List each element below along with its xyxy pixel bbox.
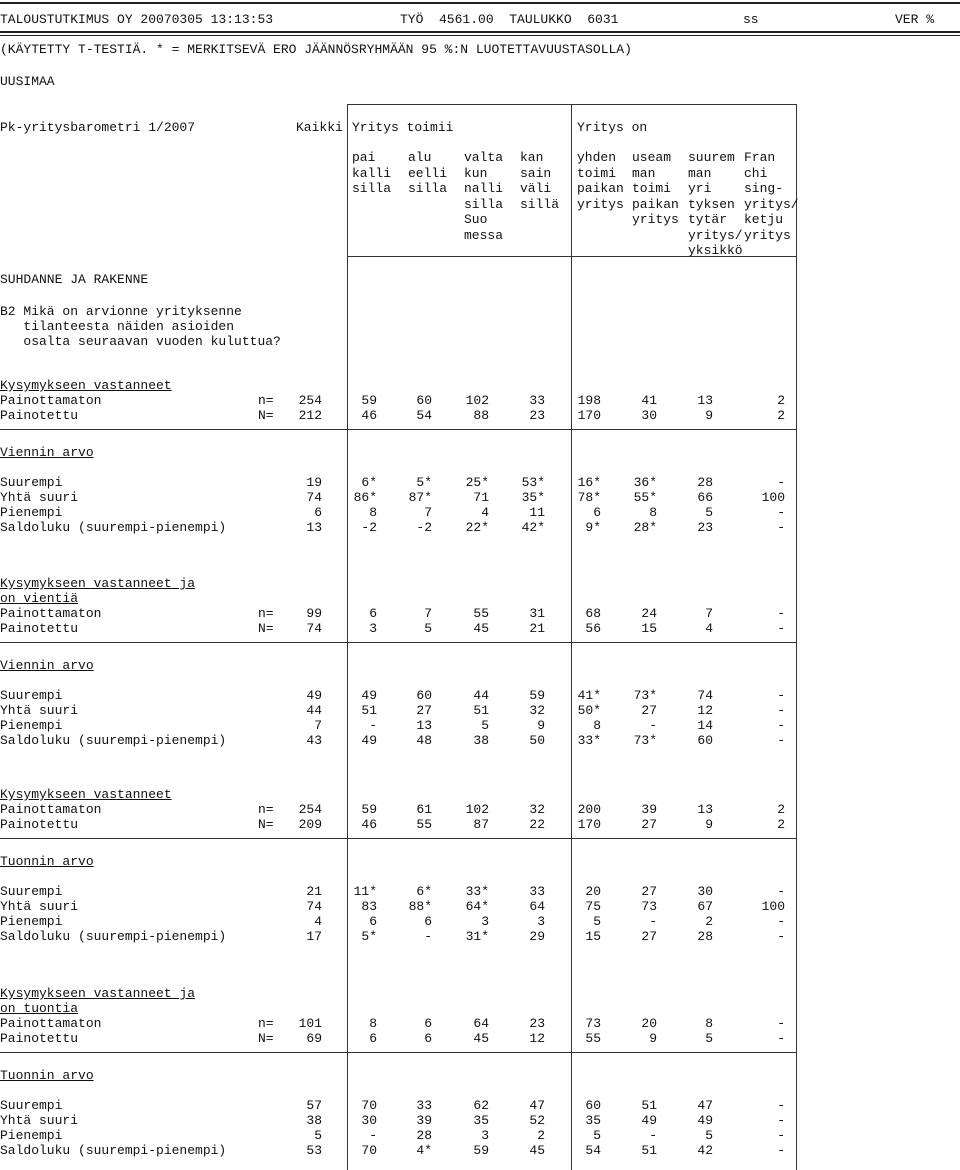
table-cell: 5 bbox=[705, 1128, 713, 1143]
table-cell: 60 bbox=[416, 688, 432, 703]
table-cell: 49 bbox=[361, 733, 377, 748]
table-cell: 23 bbox=[697, 520, 713, 535]
table-cell: 212 bbox=[298, 408, 322, 423]
table-cell: 68 bbox=[585, 606, 601, 621]
table-cell: - bbox=[777, 475, 785, 490]
base-title: on tuontia bbox=[0, 1001, 79, 1016]
table-cell: - bbox=[777, 520, 785, 535]
table-cell: 39 bbox=[641, 802, 657, 817]
table-cell: 5 bbox=[593, 914, 601, 929]
table-cell: - bbox=[649, 718, 657, 733]
table-right-border bbox=[796, 104, 797, 1170]
table-cell: 16* bbox=[577, 475, 601, 490]
table-cell: 74 bbox=[306, 621, 322, 636]
table-cell: 49 bbox=[361, 688, 377, 703]
table-cell: 54 bbox=[416, 408, 432, 423]
base-title: on vientiä bbox=[0, 591, 79, 606]
table-cell: 30 bbox=[697, 884, 713, 899]
table-cell: 38 bbox=[306, 1113, 322, 1128]
table-cell: 33 bbox=[416, 1098, 432, 1113]
table-cell: - bbox=[777, 1098, 785, 1113]
table-cell: 28 bbox=[697, 929, 713, 944]
base-row-code: N= bbox=[258, 817, 274, 832]
table-cell: 88 bbox=[473, 408, 489, 423]
value-subtitle: Tuonnin arvo bbox=[0, 1068, 94, 1083]
table-cell: 35* bbox=[521, 490, 545, 505]
table-divider-groups bbox=[571, 104, 572, 1170]
table-cell: - bbox=[777, 1016, 785, 1031]
top-rule bbox=[0, 2, 960, 4]
table-cell: 6 bbox=[314, 505, 322, 520]
table-cell: 66 bbox=[697, 490, 713, 505]
value-subtitle: Viennin arvo bbox=[0, 445, 94, 460]
table-cell: 13 bbox=[306, 520, 322, 535]
table-cell: 11 bbox=[529, 505, 545, 520]
table-cell: 8 bbox=[649, 505, 657, 520]
table-cell: 46 bbox=[361, 408, 377, 423]
table-row-label: Suurempi bbox=[0, 884, 63, 899]
table-cell: 55 bbox=[473, 606, 489, 621]
table-cell: 28 bbox=[697, 475, 713, 490]
table-cell: 42* bbox=[521, 520, 545, 535]
report-header-mid: TYÖ 4561.00 TAULUKKO 6031 bbox=[400, 12, 619, 27]
table-cell: 87 bbox=[473, 817, 489, 832]
table-cell: 5* bbox=[361, 929, 377, 944]
table-cell: - bbox=[777, 606, 785, 621]
table-cell: 53 bbox=[306, 1143, 322, 1158]
base-row-label: Painottamaton bbox=[0, 393, 102, 408]
base-row-code: N= bbox=[258, 408, 274, 423]
table-cell: 47 bbox=[697, 1098, 713, 1113]
column-header: useam man toimi paikan yritys bbox=[632, 150, 679, 227]
table-cell: 47 bbox=[529, 1098, 545, 1113]
table-cell: 22 bbox=[529, 817, 545, 832]
table-cell: 41 bbox=[641, 393, 657, 408]
base-row-code: n= bbox=[258, 606, 274, 621]
table-row-label: Yhtä suuri bbox=[0, 490, 79, 505]
block-separator bbox=[0, 642, 797, 643]
table-cell: 14 bbox=[697, 718, 713, 733]
table-cell: 2 bbox=[777, 408, 785, 423]
column-header: suurem man yri tyksen tytär yritys/ yksikkö bbox=[688, 150, 743, 258]
table-cell: 27 bbox=[641, 884, 657, 899]
table-row-label: Suurempi bbox=[0, 1098, 63, 1113]
table-cell: 27 bbox=[641, 703, 657, 718]
table-cell: 4 bbox=[705, 621, 713, 636]
table-cell: 15 bbox=[641, 621, 657, 636]
table-cell: - bbox=[649, 914, 657, 929]
table-cell: 43 bbox=[306, 733, 322, 748]
table-cell: 55 bbox=[585, 1031, 601, 1046]
table-cell: 60 bbox=[585, 1098, 601, 1113]
table-cell: 17 bbox=[306, 929, 322, 944]
table-cell: 33 bbox=[529, 884, 545, 899]
table-cell: - bbox=[369, 718, 377, 733]
table-row-label: Yhtä suuri bbox=[0, 703, 79, 718]
table-cell: 13 bbox=[697, 393, 713, 408]
table-cell: - bbox=[777, 884, 785, 899]
table-cell: - bbox=[777, 688, 785, 703]
header-rule-2 bbox=[0, 35, 960, 36]
table-cell: 36* bbox=[633, 475, 657, 490]
table-cell: 5 bbox=[705, 1031, 713, 1046]
table-cell: 75 bbox=[585, 899, 601, 914]
base-row-label: Painottamaton bbox=[0, 606, 102, 621]
table-cell: 74 bbox=[697, 688, 713, 703]
table-cell: 13 bbox=[416, 718, 432, 733]
table-cell: 254 bbox=[298, 802, 322, 817]
table-cell: 5 bbox=[705, 505, 713, 520]
table-cell: 46 bbox=[361, 817, 377, 832]
table-cell: 44 bbox=[473, 688, 489, 703]
table-cell: 22* bbox=[465, 520, 489, 535]
table-cell: 2 bbox=[537, 1128, 545, 1143]
table-cell: 59 bbox=[361, 393, 377, 408]
table-cell: 83 bbox=[361, 899, 377, 914]
table-cell: 99 bbox=[306, 606, 322, 621]
table-cell: 55 bbox=[416, 817, 432, 832]
table-cell: 32 bbox=[529, 802, 545, 817]
block-separator bbox=[0, 1052, 797, 1053]
table-cell: 52 bbox=[529, 1113, 545, 1128]
column-header: valta kun nalli silla Suo messa bbox=[464, 150, 504, 243]
table-cell: 28* bbox=[633, 520, 657, 535]
table-row-label: Suurempi bbox=[0, 475, 63, 490]
table-cell: 30 bbox=[641, 408, 657, 423]
column-group-company-is: Yritys on bbox=[577, 120, 648, 135]
table-cell: 54 bbox=[585, 1143, 601, 1158]
table-cell: - bbox=[777, 505, 785, 520]
base-row-label: Painottamaton bbox=[0, 1016, 102, 1031]
base-title: Kysymykseen vastanneet bbox=[0, 787, 172, 802]
table-cell: 60 bbox=[697, 733, 713, 748]
table-cell: 41* bbox=[577, 688, 601, 703]
table-cell: - bbox=[777, 718, 785, 733]
table-cell: 6 bbox=[369, 1031, 377, 1046]
table-cell: 8 bbox=[593, 718, 601, 733]
header-rule bbox=[0, 31, 960, 33]
table-cell: 45 bbox=[473, 1031, 489, 1046]
table-cell: 59 bbox=[529, 688, 545, 703]
table-row-label: Saldoluku (suurempi-pienempi) bbox=[0, 520, 227, 535]
column-group-operates: Yritys toimii bbox=[352, 120, 454, 135]
base-row-label: Painotettu bbox=[0, 621, 79, 636]
table-cell: 11* bbox=[353, 884, 377, 899]
table-cell: 5 bbox=[314, 1128, 322, 1143]
table-cell: 23 bbox=[529, 1016, 545, 1031]
table-cell: 198 bbox=[577, 393, 601, 408]
table-cell: 13 bbox=[697, 802, 713, 817]
table-cell: 64 bbox=[473, 1016, 489, 1031]
table-cell: 3 bbox=[481, 1128, 489, 1143]
table-cell: 27 bbox=[641, 929, 657, 944]
table-cell: 254 bbox=[298, 393, 322, 408]
table-cell: 70 bbox=[361, 1143, 377, 1158]
table-cell: 67 bbox=[697, 899, 713, 914]
table-cell: 51 bbox=[361, 703, 377, 718]
report-header-ver: VER % bbox=[895, 12, 935, 27]
table-cell: 8 bbox=[369, 1016, 377, 1031]
base-title: Kysymykseen vastanneet ja bbox=[0, 576, 196, 591]
table-cell: 50 bbox=[529, 733, 545, 748]
table-cell: 4 bbox=[481, 505, 489, 520]
table-cell: 49 bbox=[641, 1113, 657, 1128]
table-cell: 7 bbox=[314, 718, 322, 733]
table-cell: 71 bbox=[473, 490, 489, 505]
table-cell: 8 bbox=[369, 505, 377, 520]
table-cell: 3 bbox=[481, 914, 489, 929]
table-cell: 61 bbox=[416, 802, 432, 817]
block-separator bbox=[0, 838, 797, 839]
table-cell: 78* bbox=[577, 490, 601, 505]
table-cell: 59 bbox=[473, 1143, 489, 1158]
table-cell: 9 bbox=[705, 408, 713, 423]
table-row-label: Saldoluku (suurempi-pienempi) bbox=[0, 929, 227, 944]
base-row-label: Painotettu bbox=[0, 408, 79, 423]
table-cell: 59 bbox=[361, 802, 377, 817]
table-cell: 73 bbox=[641, 899, 657, 914]
table-cell: 33 bbox=[529, 393, 545, 408]
value-subtitle: Viennin arvo bbox=[0, 658, 94, 673]
table-cell: 6 bbox=[424, 1031, 432, 1046]
table-cell: 170 bbox=[577, 817, 601, 832]
table-cell: 7 bbox=[424, 606, 432, 621]
table-cell: 51 bbox=[473, 703, 489, 718]
column-header: kan sain väli sillä bbox=[520, 150, 560, 212]
base-title: Kysymykseen vastanneet ja bbox=[0, 986, 196, 1001]
question-text: B2 Mikä on arvionne yrityksenne tilanteesta näiden asioiden osalta seuraavan vuoden kuluttua? bbox=[0, 304, 281, 349]
table-divider-all bbox=[347, 104, 348, 1170]
table-cell: 209 bbox=[298, 817, 322, 832]
table-row-label: Pienempi bbox=[0, 718, 63, 733]
column-header: alu eelli silla bbox=[408, 150, 448, 196]
table-cell: 102 bbox=[465, 393, 489, 408]
table-cell: 60 bbox=[416, 393, 432, 408]
table-row-label: Suurempi bbox=[0, 688, 63, 703]
table-cell: 6 bbox=[369, 606, 377, 621]
table-cell: 19 bbox=[306, 475, 322, 490]
base-row-label: Painottamaton bbox=[0, 802, 102, 817]
table-row-label: Pienempi bbox=[0, 914, 63, 929]
table-cell: 2 bbox=[777, 393, 785, 408]
table-cell: - bbox=[777, 1128, 785, 1143]
table-cell: 39 bbox=[416, 1113, 432, 1128]
table-cell: 8 bbox=[705, 1016, 713, 1031]
survey-title: Pk-yritysbarometri 1/2007 bbox=[0, 120, 196, 135]
table-cell: 27 bbox=[416, 703, 432, 718]
table-cell: 31 bbox=[529, 606, 545, 621]
table-cell: 45 bbox=[529, 1143, 545, 1158]
table-cell: 51 bbox=[641, 1098, 657, 1113]
table-cell: 31* bbox=[465, 929, 489, 944]
table-cell: 23 bbox=[529, 408, 545, 423]
base-row-label: Painotettu bbox=[0, 817, 79, 832]
table-cell: 74 bbox=[306, 490, 322, 505]
base-title: Kysymykseen vastanneet bbox=[0, 378, 172, 393]
table-cell: -2 bbox=[416, 520, 432, 535]
table-row-label: Yhtä suuri bbox=[0, 899, 79, 914]
table-cell: -2 bbox=[361, 520, 377, 535]
table-cell: 50* bbox=[577, 703, 601, 718]
table-row-label: Pienempi bbox=[0, 1128, 63, 1143]
base-row-code: n= bbox=[258, 802, 274, 817]
table-row-label: Pienempi bbox=[0, 505, 63, 520]
table-cell: 6* bbox=[361, 475, 377, 490]
table-cell: 33* bbox=[465, 884, 489, 899]
table-row-label: Saldoluku (suurempi-pienempi) bbox=[0, 733, 227, 748]
section-title: SUHDANNE JA RAKENNE bbox=[0, 272, 149, 287]
table-cell: 9 bbox=[705, 817, 713, 832]
table-cell: 48 bbox=[416, 733, 432, 748]
report-header-ss: ss bbox=[743, 12, 759, 27]
base-row-code: n= bbox=[258, 1016, 274, 1031]
table-cell: 42 bbox=[697, 1143, 713, 1158]
table-cell: 64* bbox=[465, 899, 489, 914]
value-subtitle: Tuonnin arvo bbox=[0, 854, 94, 869]
table-cell: 12 bbox=[529, 1031, 545, 1046]
base-row-code: N= bbox=[258, 621, 274, 636]
table-cell: 62 bbox=[473, 1098, 489, 1113]
table-cell: 6 bbox=[424, 1016, 432, 1031]
table-cell: 4 bbox=[314, 914, 322, 929]
table-cell: 38 bbox=[473, 733, 489, 748]
base-row-code: N= bbox=[258, 1031, 274, 1046]
base-row-label: Painotettu bbox=[0, 1031, 79, 1046]
table-cell: 49 bbox=[306, 688, 322, 703]
table-cell: - bbox=[777, 621, 785, 636]
table-cell: 30 bbox=[361, 1113, 377, 1128]
table-cell: 3 bbox=[537, 914, 545, 929]
table-cell: 9 bbox=[649, 1031, 657, 1046]
table-cell: 2 bbox=[777, 817, 785, 832]
table-cell: 64 bbox=[529, 899, 545, 914]
table-cell: 45 bbox=[473, 621, 489, 636]
table-cell: 6 bbox=[369, 914, 377, 929]
table-cell: 69 bbox=[306, 1031, 322, 1046]
table-cell: 73 bbox=[585, 1016, 601, 1031]
table-cell: 102 bbox=[465, 802, 489, 817]
table-cell: 12 bbox=[697, 703, 713, 718]
table-cell: 35 bbox=[585, 1113, 601, 1128]
table-cell: 28 bbox=[416, 1128, 432, 1143]
table-row-label: Yhtä suuri bbox=[0, 1113, 79, 1128]
table-cell: 5 bbox=[424, 621, 432, 636]
column-header: Fran chi sing- yritys/ ketju yritys bbox=[744, 150, 799, 243]
table-cell: 3 bbox=[369, 621, 377, 636]
table-cell: 170 bbox=[577, 408, 601, 423]
table-cell: - bbox=[777, 733, 785, 748]
table-cell: - bbox=[369, 1128, 377, 1143]
table-row-label: Saldoluku (suurempi-pienempi) bbox=[0, 1143, 227, 1158]
table-cell: 49 bbox=[697, 1113, 713, 1128]
table-cell: 6 bbox=[593, 505, 601, 520]
significance-note: (KÄYTETTY T-TESTIÄ. * = MERKITSEVÄ ERO JÄÄNNÖSRYHMÄÄN 95 %:N LUOTETTAVUUSTASOLLA) bbox=[0, 42, 632, 57]
table-cell: 56 bbox=[585, 621, 601, 636]
table-cell: 29 bbox=[529, 929, 545, 944]
table-cell: 7 bbox=[424, 505, 432, 520]
table-cell: 5 bbox=[481, 718, 489, 733]
table-cell: - bbox=[777, 1113, 785, 1128]
table-cell: 86* bbox=[353, 490, 377, 505]
report-header-left: TALOUSTUTKIMUS OY 20070305 13:13:53 bbox=[0, 12, 274, 27]
table-cell: 2 bbox=[705, 914, 713, 929]
table-cell: 15 bbox=[585, 929, 601, 944]
table-cell: 5* bbox=[416, 475, 432, 490]
block-separator bbox=[0, 429, 797, 430]
table-cell: - bbox=[777, 929, 785, 944]
table-cell: 21 bbox=[306, 884, 322, 899]
table-cell: 73* bbox=[633, 733, 657, 748]
table-top-rule bbox=[347, 104, 797, 105]
table-cell: 70 bbox=[361, 1098, 377, 1113]
table-cell: 87* bbox=[408, 490, 432, 505]
table-cell: 33* bbox=[577, 733, 601, 748]
table-cell: 73* bbox=[633, 688, 657, 703]
table-cell: 32 bbox=[529, 703, 545, 718]
table-cell: 7 bbox=[705, 606, 713, 621]
table-cell: - bbox=[649, 1128, 657, 1143]
table-cell: - bbox=[777, 1143, 785, 1158]
table-cell: - bbox=[777, 703, 785, 718]
table-cell: 9 bbox=[537, 718, 545, 733]
column-header: pai kalli silla bbox=[352, 150, 392, 196]
table-cell: - bbox=[777, 914, 785, 929]
column-group-all: Kaikki bbox=[296, 120, 343, 135]
table-cell: 5 bbox=[593, 1128, 601, 1143]
table-cell: 100 bbox=[761, 490, 785, 505]
table-cell: 6* bbox=[416, 884, 432, 899]
table-cell: 100 bbox=[761, 899, 785, 914]
table-cell: 25* bbox=[465, 475, 489, 490]
table-cell: 51 bbox=[641, 1143, 657, 1158]
table-cell: 53* bbox=[521, 475, 545, 490]
region-title: UUSIMAA bbox=[0, 74, 55, 89]
table-cell: 20 bbox=[585, 884, 601, 899]
table-cell: 44 bbox=[306, 703, 322, 718]
column-header: yhden toimi paikan yritys bbox=[577, 150, 624, 212]
table-cell: - bbox=[777, 1031, 785, 1046]
table-cell: 27 bbox=[641, 817, 657, 832]
table-cell: 6 bbox=[424, 914, 432, 929]
table-cell: - bbox=[424, 929, 432, 944]
table-cell: 24 bbox=[641, 606, 657, 621]
table-cell: 55* bbox=[633, 490, 657, 505]
table-cell: 4* bbox=[416, 1143, 432, 1158]
table-cell: 35 bbox=[473, 1113, 489, 1128]
table-cell: 21 bbox=[529, 621, 545, 636]
table-cell: 57 bbox=[306, 1098, 322, 1113]
table-cell: 101 bbox=[298, 1016, 322, 1031]
table-cell: 2 bbox=[777, 802, 785, 817]
table-cell: 88* bbox=[408, 899, 432, 914]
table-cell: 74 bbox=[306, 899, 322, 914]
base-row-code: n= bbox=[258, 393, 274, 408]
table-cell: 200 bbox=[577, 802, 601, 817]
table-cell: 9* bbox=[585, 520, 601, 535]
table-cell: 20 bbox=[641, 1016, 657, 1031]
